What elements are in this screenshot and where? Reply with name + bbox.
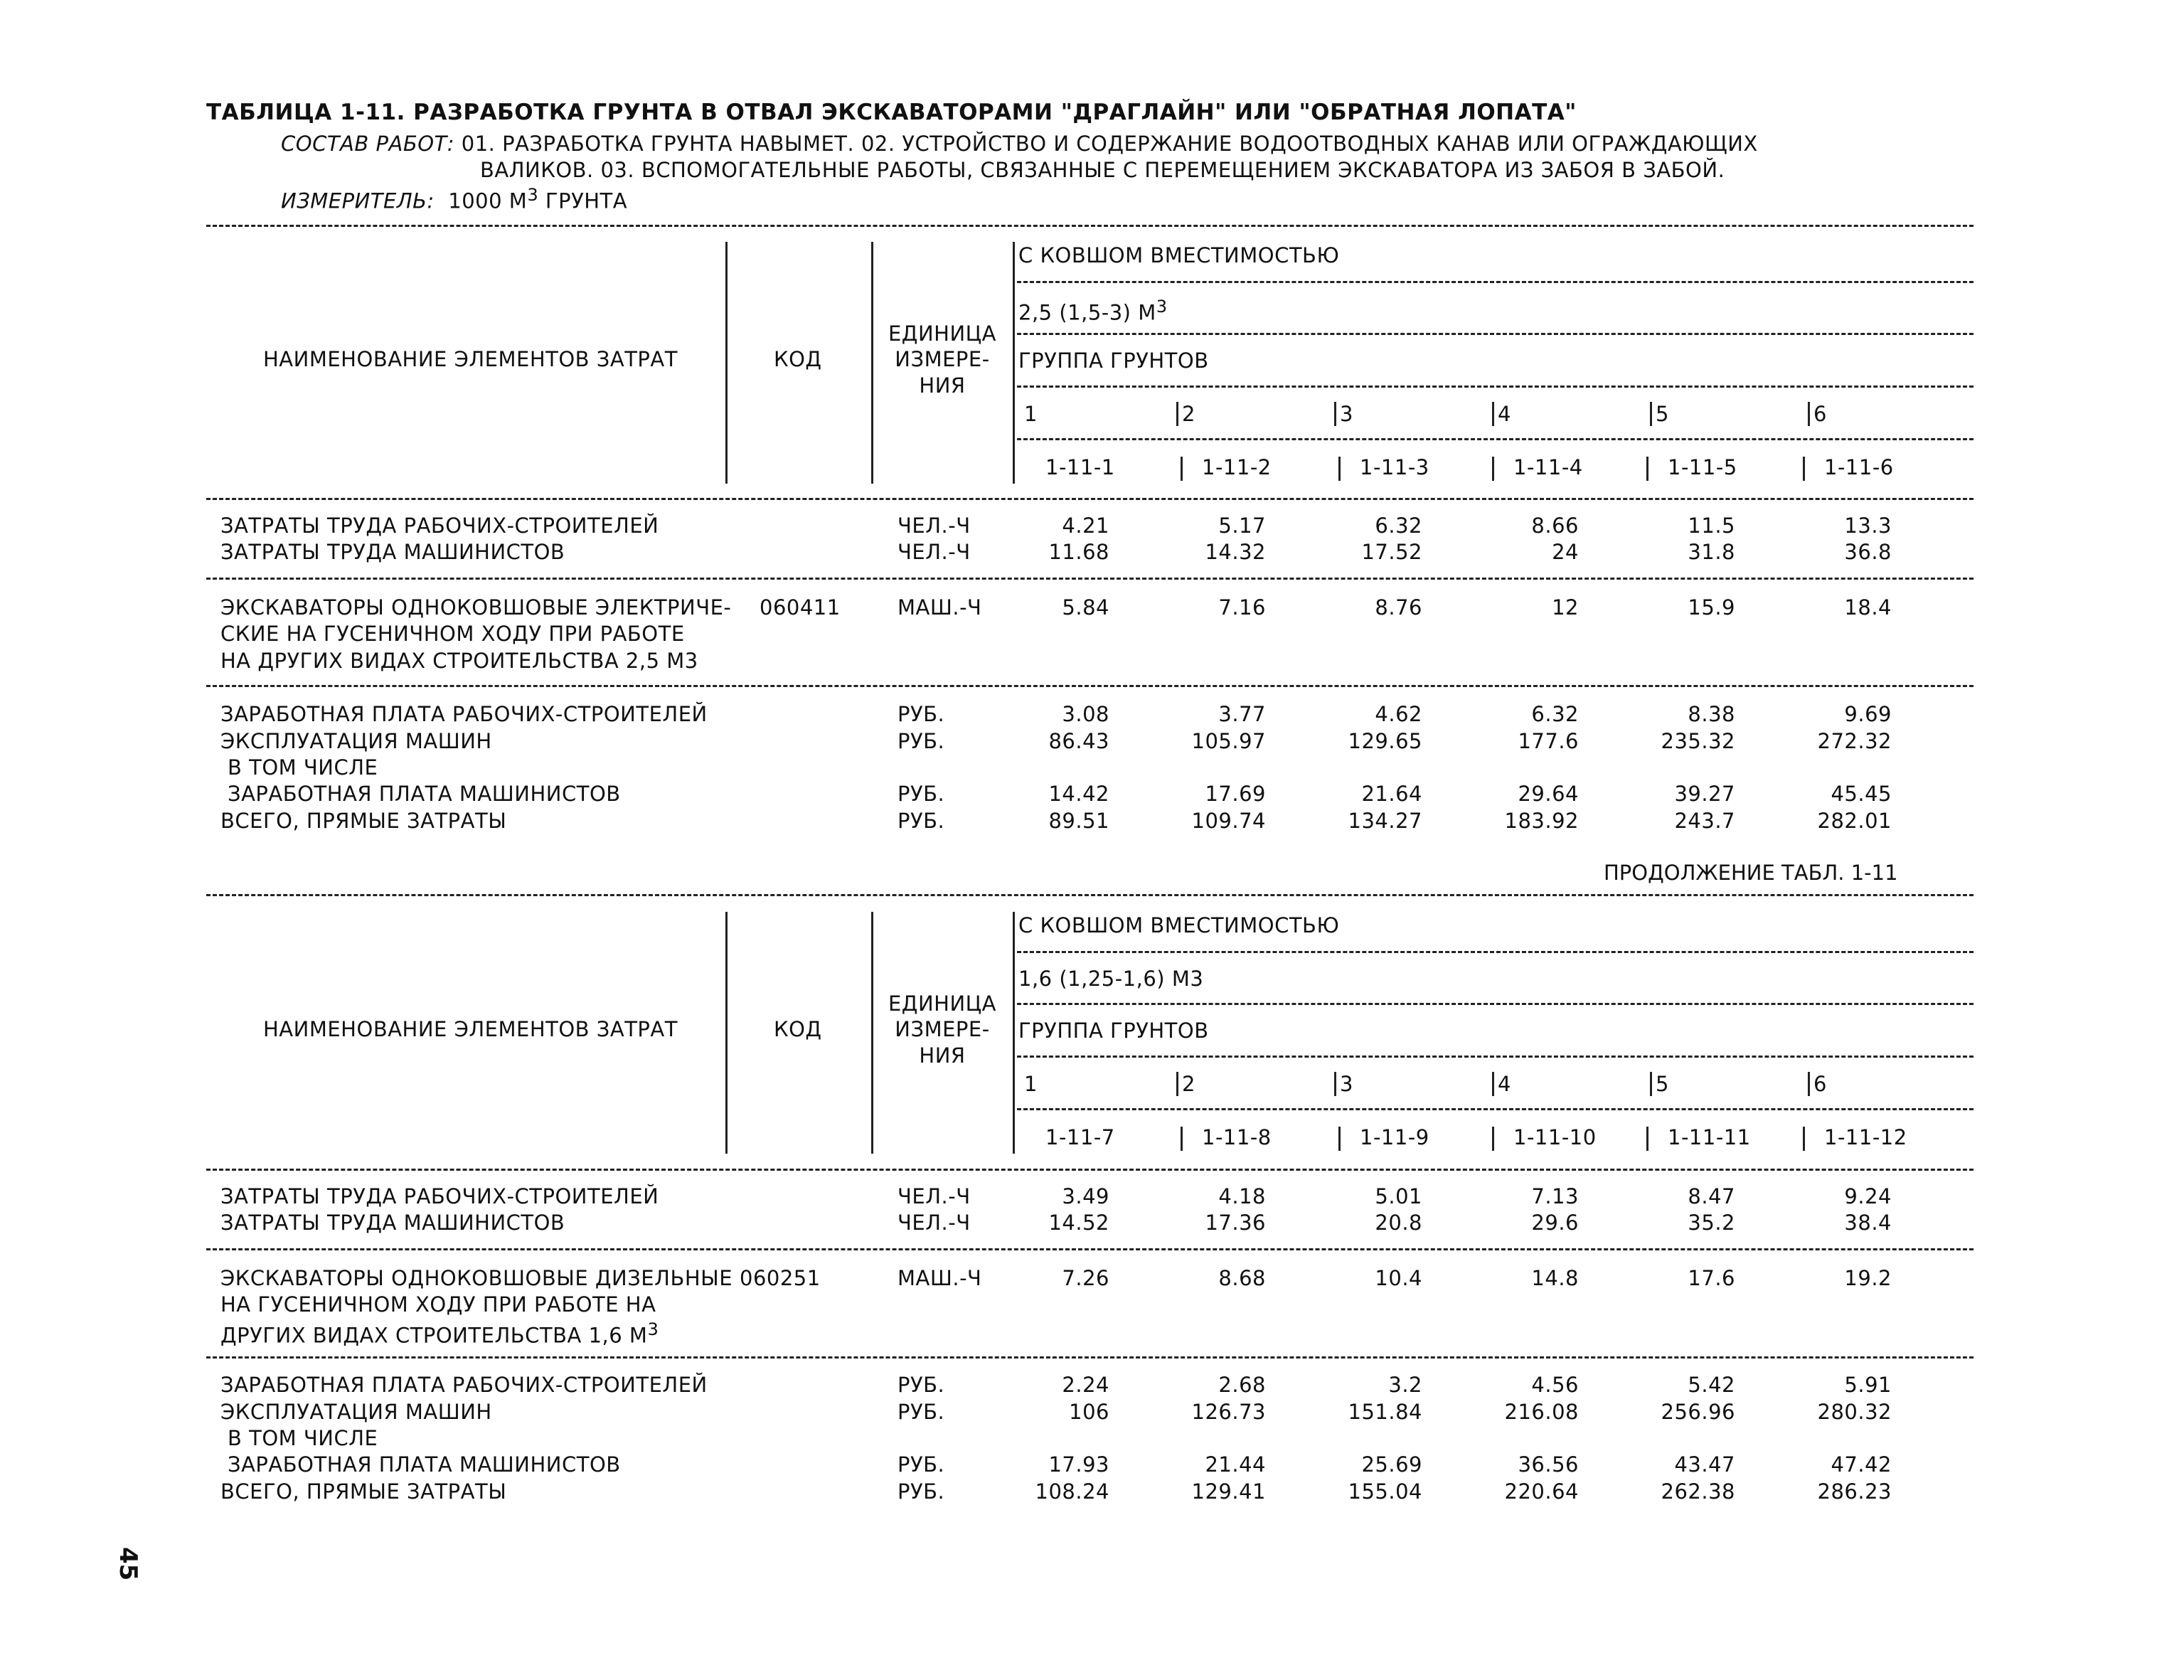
composition-label: СОСТАВ РАБОТ: [281,132,455,156]
row-value: 35.2 [1688,1211,1735,1235]
soil-group-number: 5 [1656,1072,1669,1096]
row-value: 126.73 [1191,1400,1266,1424]
row-value: 151.84 [1348,1400,1422,1424]
machine-unit: МАШ.-Ч [897,595,982,620]
row-unit: РУБ. [897,729,945,753]
group-separator [1176,402,1178,426]
column-separator [871,912,873,1154]
column-header-name: НАИМЕНОВАНИЕ ЭЛЕМЕНТОВ ЗАТРАТ [263,347,678,371]
column-header-unit-3: НИЯ [919,373,966,398]
norm-code: 1-11-2 [1202,455,1272,479]
machine-value: 7.16 [1218,595,1266,620]
group-separator [1808,402,1810,426]
header-divider [1017,1056,1973,1058]
group-separator [1650,402,1652,426]
row-value: 36.56 [1518,1452,1579,1477]
column-header-unit-1: ЕДИНИЦА [888,991,997,1016]
row-including: В ТОМ ЧИСЛЕ [228,755,378,780]
machine-value: 18.4 [1844,595,1892,620]
machine-name-2: НА ГУСЕНИЧНОМ ХОДУ ПРИ РАБОТЕ НА [220,1292,656,1317]
bucket-capacity [1018,297,1168,325]
column-header-unit-3: НИЯ [919,1043,966,1068]
machine-name-1: ЭКСКАВАТОРЫ ОДНОКОВШОВЫЕ ДИЗЕЛЬНЫЕ [220,1266,733,1290]
row-value: 45.45 [1831,782,1892,806]
header-divider [1017,438,1973,440]
row-value: 3.77 [1218,702,1266,726]
row-value: 47.42 [1831,1452,1892,1477]
row-value: 5.17 [1218,514,1266,538]
row-unit: ЧЕЛ.-Ч [897,540,971,564]
row-value: 243.7 [1674,809,1735,833]
norm-code: 1-11-1 [1045,455,1115,479]
soil-group-number: 4 [1498,1072,1511,1096]
row-value: 4.18 [1218,1184,1266,1208]
norm-code: 1-11-12 [1824,1125,1907,1149]
row-value: 155.04 [1348,1479,1422,1504]
column-header-unit-2: ИЗМЕРЕ- [895,347,990,371]
row-value: 20.8 [1375,1211,1422,1235]
row-name: ЗАТРАТЫ ТРУДА РАБОЧИХ-СТРОИТЕЛЕЙ [220,1184,659,1208]
header-divider [1017,386,1973,388]
column-header-unit-2: ИЗМЕРЕ- [895,1017,990,1041]
composition-line-2: ВАЛИКОВ. 03. ВСПОМОГАТЕЛЬНЫЕ РАБОТЫ, СВЯЗАННЫЕ С ПЕРЕМЕЩЕНИЕМ ЭКСКАВАТОРА ИЗ ЗАБОЯ В ЗАБОЙ. [480,158,1725,182]
page-number: 45 [114,1547,142,1581]
row-value: 4.21 [1062,514,1109,538]
divider [206,225,1973,227]
row-value: 256.96 [1661,1400,1735,1424]
group-separator [1492,1072,1494,1096]
machine-name-3-text: ДРУГИХ ВИДАХ СТРОИТЕЛЬСТВА 1,6 М [220,1323,648,1348]
row-value: 177.6 [1518,729,1579,753]
machine-name-3 [220,649,698,673]
machine-unit: МАШ.-Ч [897,1266,982,1290]
row-value: 25.69 [1361,1452,1422,1477]
column-separator [1013,242,1015,484]
code-separator [1492,1127,1494,1151]
machine-name-3-text: НА ДРУГИХ ВИДАХ СТРОИТЕЛЬСТВА 2,5 М3 [220,649,698,673]
soil-group-number: 2 [1182,1072,1195,1096]
row-value: 105.97 [1191,729,1266,753]
code-separator [1181,457,1183,481]
row-unit: РУБ. [897,782,945,806]
soil-group-number: 2 [1182,402,1195,426]
row-unit: РУБ. [897,1400,945,1424]
row-value: 3.2 [1388,1373,1422,1397]
norm-code: 1-11-7 [1045,1125,1115,1149]
row-name: ЗАРАБОТНАЯ ПЛАТА РАБОЧИХ-СТРОИТЕЛЕЙ [220,702,708,726]
row-value: 4.56 [1531,1373,1579,1397]
row-value: 129.41 [1191,1479,1266,1504]
row-value: 235.32 [1661,729,1735,753]
row-value: 5.01 [1375,1184,1422,1208]
row-value: 24 [1552,540,1579,564]
row-name: ЭКСПЛУАТАЦИЯ МАШИН [220,729,492,753]
bucket-label: С КОВШОМ ВМЕСТИМОСТЬЮ [1018,913,1340,937]
machine-value: 8.68 [1218,1266,1266,1290]
row-value: 9.69 [1844,702,1892,726]
row-value: 21.64 [1361,782,1422,806]
row-value: 11.68 [1048,540,1109,564]
code-separator [1492,457,1494,481]
row-value: 21.44 [1205,1452,1266,1477]
group-separator [1334,1072,1336,1096]
group-separator [1334,402,1336,426]
group-separator [1650,1072,1652,1096]
row-value: 14.32 [1205,540,1266,564]
row-name: ЗАРАБОТНАЯ ПЛАТА МАШИНИСТОВ [228,782,621,806]
row-name: ЗАТРАТЫ ТРУДА МАШИНИСТОВ [220,540,565,564]
row-value: 6.32 [1375,514,1422,538]
row-value: 280.32 [1817,1400,1892,1424]
code-separator [1646,1127,1648,1151]
row-unit: РУБ. [897,809,945,833]
code-separator [1646,457,1648,481]
norm-code: 1-11-10 [1513,1125,1597,1149]
row-including: В ТОМ ЧИСЛЕ [228,1426,378,1450]
soil-group-number: 3 [1340,1072,1353,1096]
norm-code: 1-11-11 [1668,1125,1751,1149]
row-value: 220.64 [1504,1479,1579,1504]
row-value: 5.42 [1688,1373,1735,1397]
norm-code: 1-11-4 [1513,455,1583,479]
machine-value: 17.6 [1688,1266,1735,1290]
soil-group-number: 1 [1024,402,1038,426]
code-separator [1803,457,1805,481]
row-value: 11.5 [1688,514,1735,538]
divider [206,1356,1973,1359]
divider [206,1169,1973,1171]
bucket-capacity-sup: 3 [1156,297,1168,317]
machine-value: 5.84 [1062,595,1109,620]
row-name: ЗАТРАТЫ ТРУДА РАБОЧИХ-СТРОИТЕЛЕЙ [220,514,659,538]
soil-group-number: 5 [1656,402,1669,426]
machine-value: 19.2 [1844,1266,1892,1290]
soil-group-label: ГРУППА ГРУНТОВ [1018,349,1209,373]
row-value: 109.74 [1191,809,1266,833]
column-header-name: НАИМЕНОВАНИЕ ЭЛЕМЕНТОВ ЗАТРАТ [263,1017,678,1041]
row-value: 39.27 [1674,782,1735,806]
divider [206,498,1973,500]
row-value: 8.66 [1531,514,1579,538]
column-separator [725,242,728,484]
measure-label: ИЗМЕРИТЕЛЬ: [281,188,435,213]
row-value: 3.08 [1062,702,1109,726]
row-value: 29.6 [1531,1211,1579,1235]
bucket-capacity-text: 1,6 (1,25-1,6) М3 [1018,967,1204,991]
soil-group-number: 4 [1498,402,1511,426]
measure-sup: 3 [527,185,539,205]
row-value: 29.64 [1518,782,1579,806]
header-divider [1017,281,1973,283]
row-value: 272.32 [1817,729,1892,753]
row-value: 86.43 [1048,729,1109,753]
machine-name-1: ЭКСКАВАТОРЫ ОДНОКОВШОВЫЕ ЭЛЕКТРИЧЕ- [220,595,732,620]
group-separator [1808,1072,1810,1096]
row-name: ЭКСПЛУАТАЦИЯ МАШИН [220,1400,492,1424]
row-value: 108.24 [1035,1479,1109,1504]
row-value: 17.52 [1361,540,1422,564]
row-name: ЗАТРАТЫ ТРУДА МАШИНИСТОВ [220,1211,565,1235]
row-value: 129.65 [1348,729,1422,753]
bucket-capacity [1018,967,1203,991]
machine-value: 12 [1552,595,1579,620]
row-unit: ЧЕЛ.-Ч [897,1211,971,1235]
measure-unit: ГРУНТА [545,188,628,213]
divider [206,1248,1973,1250]
norm-code: 1-11-6 [1824,455,1894,479]
norm-code: 1-11-9 [1360,1125,1429,1149]
row-value: 43.47 [1674,1452,1735,1477]
row-unit: РУБ. [897,702,945,726]
row-value: 4.62 [1375,702,1422,726]
column-header-code: КОД [774,347,822,371]
row-value: 89.51 [1048,809,1109,833]
row-value: 106 [1069,1400,1109,1424]
row-value: 9.24 [1844,1184,1892,1208]
code-separator [1181,1127,1183,1151]
machine-value: 8.76 [1375,595,1422,620]
row-value: 13.3 [1844,514,1892,538]
row-value: 3.49 [1062,1184,1109,1208]
machine-value: 7.26 [1062,1266,1109,1290]
row-value: 14.52 [1048,1211,1109,1235]
row-value: 5.91 [1844,1373,1892,1397]
bucket-label: С КОВШОМ ВМЕСТИМОСТЬЮ [1018,243,1340,267]
group-separator [1176,1072,1178,1096]
norm-code: 1-11-3 [1360,455,1429,479]
row-value: 216.08 [1504,1400,1579,1424]
row-value: 2.24 [1062,1373,1109,1397]
machine-value: 10.4 [1375,1266,1422,1290]
machine-name-2: СКИЕ НА ГУСЕНИЧНОМ ХОДУ ПРИ РАБОТЕ [220,622,685,646]
column-separator [871,242,873,484]
code-separator [1803,1127,1805,1151]
machine-code: 060411 [760,595,841,620]
divider [206,894,1973,896]
group-separator [1492,402,1494,426]
composition-text-1: 01. РАЗРАБОТКА ГРУНТА НАВЫМЕТ. 02. УСТРОЙСТВО И СОДЕРЖАНИЕ ВОДООТВОДНЫХ КАНАВ ИЛИ ОГРАЖДАЮЩИХ [461,132,1758,156]
column-separator [725,912,728,1154]
measure-line [281,185,627,213]
row-value: 286.23 [1817,1479,1892,1504]
machine-name-3 [220,1319,659,1348]
header-divider [1017,1108,1973,1110]
row-unit: ЧЕЛ.-Ч [897,1184,971,1208]
column-header-code: КОД [774,1017,822,1041]
row-value: 36.8 [1844,540,1892,564]
row-value: 262.38 [1661,1479,1735,1504]
code-separator [1338,457,1341,481]
divider [206,685,1973,687]
row-value: 8.38 [1688,702,1735,726]
machine-name-3-sup: 3 [647,1319,659,1339]
row-value: 7.13 [1531,1184,1579,1208]
soil-group-number: 1 [1024,1072,1038,1096]
row-name: ВСЕГО, ПРЯМЫЕ ЗАТРАТЫ [220,809,507,833]
row-value: 8.47 [1688,1184,1735,1208]
row-value: 6.32 [1531,702,1579,726]
row-unit: РУБ. [897,1452,945,1477]
row-unit: РУБ. [897,1373,945,1397]
row-value: 17.36 [1205,1211,1266,1235]
machine-value: 15.9 [1688,595,1735,620]
header-divider [1017,951,1973,953]
norm-code: 1-11-5 [1668,455,1737,479]
divider [206,578,1973,580]
composition-line-1 [281,132,1758,156]
soil-group-number: 3 [1340,402,1353,426]
row-value: 14.42 [1048,782,1109,806]
row-name: ЗАРАБОТНАЯ ПЛАТА РАБОЧИХ-СТРОИТЕЛЕЙ [220,1373,708,1397]
row-value: 17.93 [1048,1452,1109,1477]
row-value: 2.68 [1218,1373,1266,1397]
measure-value: 1000 М [448,188,528,213]
bucket-capacity-text: 2,5 (1,5-3) М [1018,300,1156,325]
column-separator [1013,912,1015,1154]
soil-group-number: 6 [1813,1072,1827,1096]
machine-value: 14.8 [1531,1266,1579,1290]
machine-code: 060251 [740,1266,821,1290]
soil-group-label: ГРУППА ГРУНТОВ [1018,1019,1209,1043]
norm-code: 1-11-8 [1202,1125,1272,1149]
row-value: 17.69 [1205,782,1266,806]
row-value: 282.01 [1817,809,1892,833]
row-unit: РУБ. [897,1479,945,1504]
table-title: ТАБЛИЦА 1-11. РАЗРАБОТКА ГРУНТА В ОТВАЛ ЭКСКАВАТОРАМИ "ДРАГЛАЙН" ИЛИ "ОБРАТНАЯ ЛОПАТА" [206,100,1577,125]
continuation-note: ПРОДОЛЖЕНИЕ ТАБЛ. 1-11 [1604,861,1898,885]
header-divider [1017,333,1973,335]
header-divider [1017,1003,1973,1005]
row-unit: ЧЕЛ.-Ч [897,514,971,538]
row-name: ЗАРАБОТНАЯ ПЛАТА МАШИНИСТОВ [228,1452,621,1477]
row-value: 31.8 [1688,540,1735,564]
code-separator [1338,1127,1341,1151]
soil-group-number: 6 [1813,402,1827,426]
row-name: ВСЕГО, ПРЯМЫЕ ЗАТРАТЫ [220,1479,507,1504]
row-value: 183.92 [1504,809,1579,833]
column-header-unit-1: ЕДИНИЦА [888,321,997,346]
row-value: 38.4 [1844,1211,1892,1235]
row-value: 134.27 [1348,809,1422,833]
